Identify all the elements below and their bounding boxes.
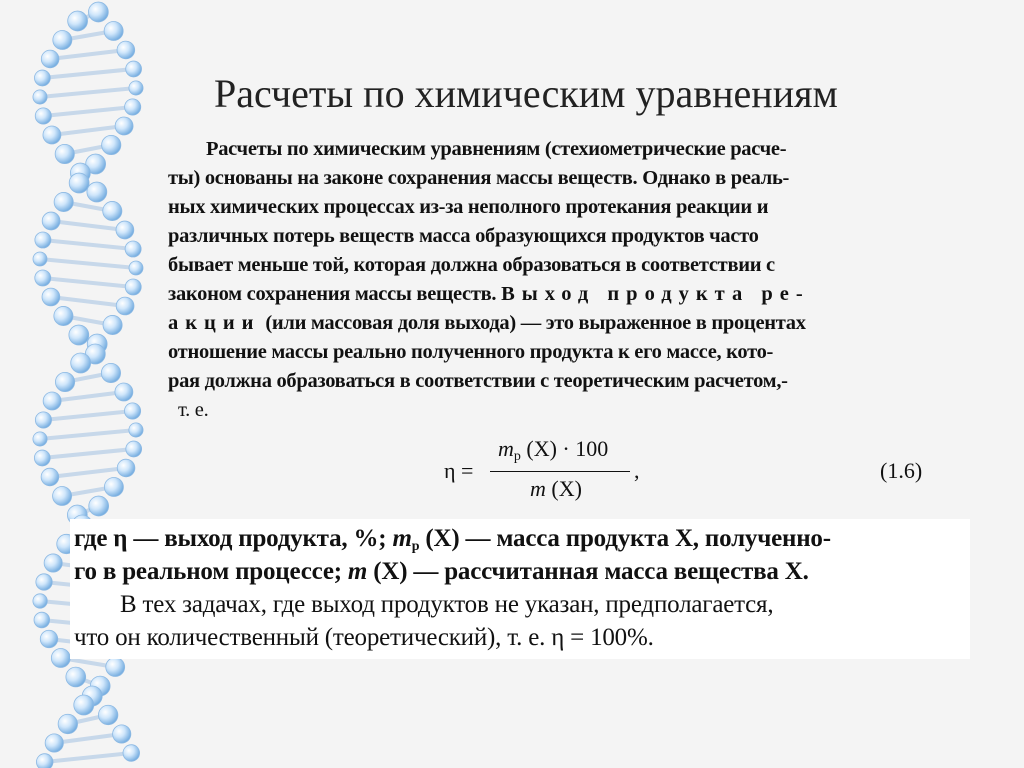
- molecule-bond: [50, 468, 126, 477]
- molecule-atom: [103, 201, 122, 220]
- molecule-bond: [43, 278, 133, 287]
- molecule-atom: [35, 232, 51, 248]
- molecule-atom: [36, 754, 53, 768]
- molecule-atom: [113, 725, 131, 743]
- molecule-atom: [89, 496, 109, 516]
- text-fragment: (X) — рассчитанная масса вещества X.: [373, 558, 809, 585]
- molecule-atom: [104, 477, 123, 496]
- molecule-bond: [42, 69, 133, 78]
- slide-title: Расчеты по химическим уравнениям: [214, 71, 838, 116]
- molecule-atom: [33, 90, 47, 104]
- molecule-bond: [45, 753, 132, 762]
- molecule-atom: [101, 363, 120, 382]
- molecule-atom: [74, 695, 94, 715]
- text-line: ты) основаны на законе сохранения массы веществ. Однако в реаль-: [168, 167, 790, 189]
- molecule-bond: [51, 221, 125, 230]
- scanned-text-block: [168, 128, 958, 520]
- subscript-p: p: [411, 539, 420, 554]
- molecule-atom: [44, 554, 62, 572]
- text-line: [74, 525, 831, 553]
- text-line: бывает меньше той, которая должна образоваться в соответствии с: [168, 254, 775, 276]
- molecule-atom: [117, 41, 135, 59]
- molecule-atom: [117, 459, 135, 477]
- text-line: ных химических процессах из-за неполного протекания реакции и: [168, 196, 769, 218]
- text-fragment: го в реальном процессе;: [74, 558, 342, 585]
- equation-number: (1.6): [880, 458, 923, 483]
- molecule-atom: [34, 450, 50, 466]
- text-line: что он количественный (теоретический), т. е. η = 100%.: [74, 624, 654, 651]
- molecule-atom: [125, 241, 141, 257]
- molecule-atom: [42, 288, 60, 306]
- symbol-m: m: [530, 476, 546, 501]
- molecule-atom: [54, 306, 73, 325]
- molecule-atom: [69, 173, 89, 193]
- molecule-atom: [103, 315, 122, 334]
- molecule-atom: [41, 468, 59, 486]
- formula-numerator: [498, 436, 608, 462]
- text-line: рая должна образоваться в соответствии с теоретическим расчетом,-: [168, 370, 788, 392]
- yield-formula: [168, 128, 958, 520]
- molecule-bond: [43, 411, 132, 420]
- text-line: [74, 558, 809, 586]
- term-yield-end: акции: [168, 312, 261, 334]
- molecule-bond: [50, 50, 126, 59]
- text-line: различных потерь веществ масса образующихся продуктов часто: [168, 225, 759, 247]
- molecule-bond: [43, 240, 133, 249]
- molecule-atom: [34, 612, 50, 628]
- molecule-atom: [125, 279, 141, 295]
- molecule-bond: [51, 297, 125, 306]
- formula-lhs: η =: [444, 458, 474, 483]
- denominator-rest: (X): [551, 476, 582, 501]
- molecule-atom: [51, 649, 70, 668]
- molecule-atom: [126, 61, 142, 77]
- molecule-atom: [116, 221, 134, 239]
- molecule-atom: [129, 423, 143, 437]
- molecule-atom: [40, 630, 57, 647]
- fraction-bar: [490, 471, 630, 472]
- molecule-atom: [53, 486, 72, 505]
- molecule-bond: [42, 449, 133, 458]
- molecule-bond: [40, 88, 136, 97]
- molecule-atom: [33, 252, 47, 266]
- scanned-text-block-2: [70, 519, 970, 659]
- molecule-atom: [55, 372, 74, 391]
- symbol-m: m: [392, 525, 412, 552]
- molecule-atom: [41, 50, 59, 68]
- molecule-bond: [52, 392, 124, 401]
- molecule-bond: [54, 734, 121, 743]
- molecule-atom: [35, 412, 51, 428]
- molecule-bond: [40, 430, 136, 439]
- molecule-atom: [66, 667, 86, 687]
- molecule-atom: [36, 574, 52, 590]
- molecule-atom: [43, 126, 61, 144]
- symbol-m: m: [347, 558, 368, 585]
- molecule-atom: [129, 81, 143, 95]
- molecule-atom: [53, 30, 72, 49]
- text-line: т. е.: [178, 399, 209, 421]
- molecule-bond: [40, 259, 136, 268]
- molecule-atom: [115, 117, 133, 135]
- molecule-atom: [45, 734, 63, 752]
- symbol-m: m: [498, 436, 514, 461]
- molecule-atom: [33, 432, 47, 446]
- text-fragment: (X) — масса продукта X, полученно-: [425, 525, 831, 552]
- text-line: Расчеты по химическим уравнениям (стехиометрические расче-: [206, 138, 787, 160]
- molecule-atom: [71, 353, 91, 373]
- formula-denominator: [530, 476, 582, 502]
- molecule-atom: [98, 705, 117, 724]
- text-fragment: (или массовая доля выхода) — это выраженное в процентах: [265, 312, 806, 334]
- molecule-bond: [43, 107, 132, 116]
- text-fragment: законом сохранения массы веществ.: [168, 283, 497, 305]
- text-fragment: где η — выход продукта, %;: [74, 525, 387, 552]
- molecule-atom: [104, 21, 123, 40]
- molecule-atom: [55, 144, 74, 163]
- text-line: В тех задачах, где выход продуктов не указан, предполагается,: [120, 591, 774, 618]
- molecule-atom: [124, 403, 140, 419]
- molecule-atom: [88, 2, 108, 22]
- molecule-atom: [58, 714, 77, 733]
- term-yield: Выход продукта ре-: [501, 283, 810, 305]
- molecule-atom: [54, 192, 73, 211]
- molecule-atom: [35, 108, 51, 124]
- molecule-atom: [43, 392, 61, 410]
- molecule-atom: [116, 297, 134, 315]
- molecule-bond: [52, 126, 124, 135]
- molecule-atom: [35, 270, 51, 286]
- molecule-atom: [68, 11, 88, 31]
- molecule-atom: [102, 135, 121, 154]
- molecule-atom: [126, 441, 142, 457]
- subscript-p: p: [513, 449, 521, 464]
- molecule-atom: [129, 261, 143, 275]
- formula-comma: ,: [634, 458, 640, 483]
- molecule-atom: [123, 745, 140, 762]
- molecule-atom: [125, 99, 141, 115]
- molecule-atom: [69, 325, 89, 345]
- molecule-atom: [33, 594, 47, 608]
- molecule-atom: [115, 383, 133, 401]
- molecule-atom: [42, 212, 60, 230]
- molecule-atom: [34, 70, 50, 86]
- text-line: отношение массы реально полученного продукта к его массе, кото-: [168, 341, 774, 363]
- numerator-rest: (X) · 100: [526, 436, 609, 461]
- molecule-atom: [87, 182, 107, 202]
- molecule-atom: [106, 658, 125, 677]
